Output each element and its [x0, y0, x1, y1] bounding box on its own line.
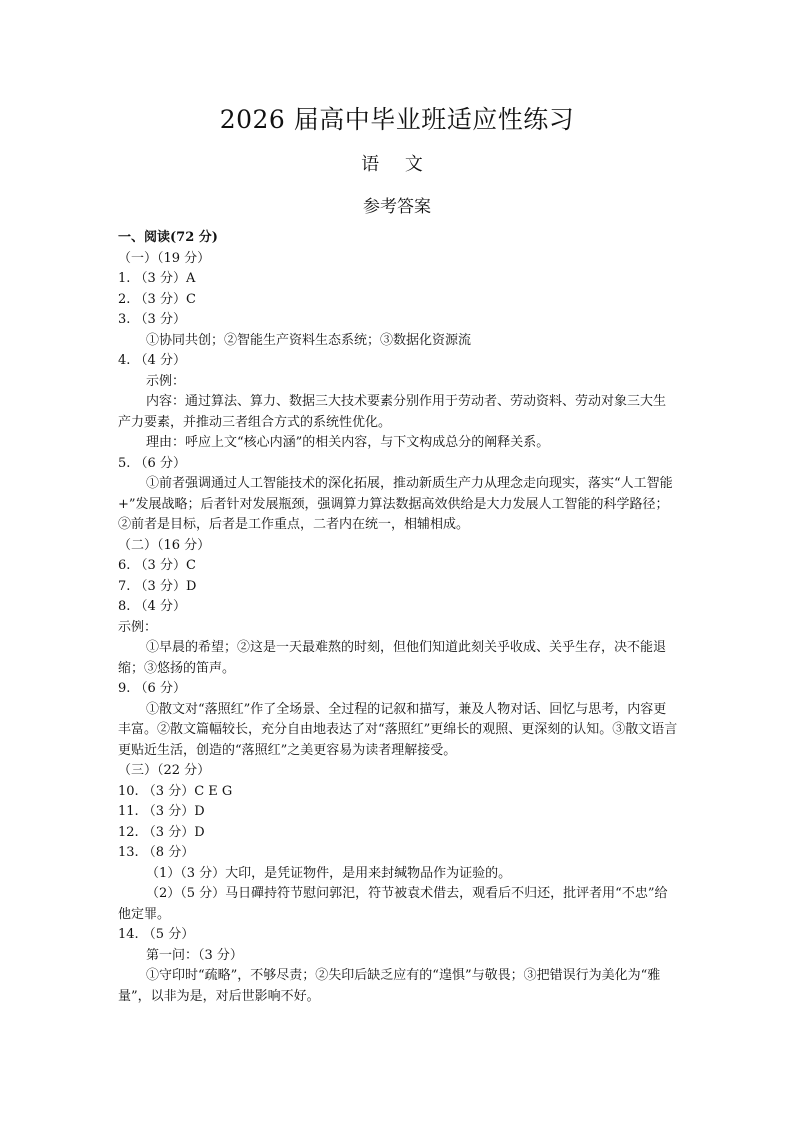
question-6: 6. （3 分）C — [118, 558, 196, 573]
question-14: 14. （5 分） — [118, 927, 195, 942]
answers-title: 参考答案 — [363, 197, 431, 217]
part-three-heading: （三）（22 分） — [118, 763, 211, 778]
question-4: 4. （4 分） — [118, 353, 186, 368]
question-14-answer: ①守印时“疏略”，不够尽责；②失印后缺乏应有的“遑惧”与敬畏；③把错误行为美化为“雅量”，以非为是，对后世影响不好。 — [118, 968, 661, 1004]
question-13-part-1: （1）（3 分）大印，是凭证物件，是用来封缄物品作为证验的。 — [146, 865, 512, 881]
question-8: 8. （4 分） — [118, 599, 186, 614]
question-4-reason: 理由：呼应上文“核心内涵”的相关内容，与下文构成总分的阐释关系。 — [146, 435, 550, 450]
answer-content — [118, 228, 678, 1007]
question-14-first-label: 第一问：（3 分） — [146, 947, 243, 963]
question-1: 1. （3 分）A — [118, 271, 196, 286]
question-4-content: 内容：通过算法、算力、数据三大技术要素分别作用于劳动者、劳动资料、劳动对象三大生产力要素，并推动三者组合方式的系统性优化。 — [118, 394, 667, 430]
question-12: 12. （3 分）D — [118, 824, 205, 840]
question-7: 7. （3 分）D — [118, 578, 197, 594]
question-3: 3. （3 分） — [118, 312, 186, 327]
question-8-example-label: 示例： — [118, 619, 158, 635]
section-reading-heading: 一、阅读(72 分) — [118, 230, 218, 245]
question-9-answer: ①散文对“落照红”作了全场景、全过程的记叙和描写，兼及人物对话、回忆与思考，内容更丰富。②散文篇幅较长，充分自由地表达了对“落照红”更绵长的观照、更深刻的认知。③散文语言更贴近生活，创造的“落照红”之美更容易为读者理解接受。 — [118, 701, 678, 758]
question-13: 13. （8 分） — [118, 845, 195, 860]
question-4-example-label: 示例： — [146, 373, 186, 389]
question-8-answer: ①早晨的希望；②这是一天最难熬的时刻，但他们知道此刻关乎收成、关乎生存，决不能退缩；③悠扬的笛声。 — [118, 640, 667, 676]
question-13-part-2: （2）（5 分）马日磾持符节慰问郭汜，符节被袁术借去，观看后不归还，批评者用“不忠”给他定罪。 — [118, 886, 668, 922]
part-one-heading: （一）（19 分） — [118, 250, 211, 266]
question-5-answer: ①前者强调通过人工智能技术的深化拓展，推动新质生产力从理念走向现实，落实“人工智能+”发展战略；后者针对发展瓶颈，强调算力算法数据高效供给是大力发展人工智能的科学路径；②前者是目标，后者是工作重点，二者内在统一，相辅相成。 — [118, 476, 673, 532]
part-two-heading: （二）（16 分） — [118, 537, 211, 553]
subject-label: 语 文 — [361, 154, 433, 175]
question-3-answer: ①协同共创；②智能生产资料生态系统；③数据化资源流 — [146, 332, 472, 348]
question-2: 2. （3 分）C — [118, 291, 196, 307]
question-5: 5. （6 分） — [118, 455, 186, 471]
question-11: 11. （3 分）D — [118, 804, 205, 819]
page-title: 2026 届高中毕业班适应性练习 — [219, 105, 575, 134]
question-9: 9. （6 分） — [118, 681, 186, 696]
question-10: 10. （3 分）C E G — [118, 783, 233, 799]
